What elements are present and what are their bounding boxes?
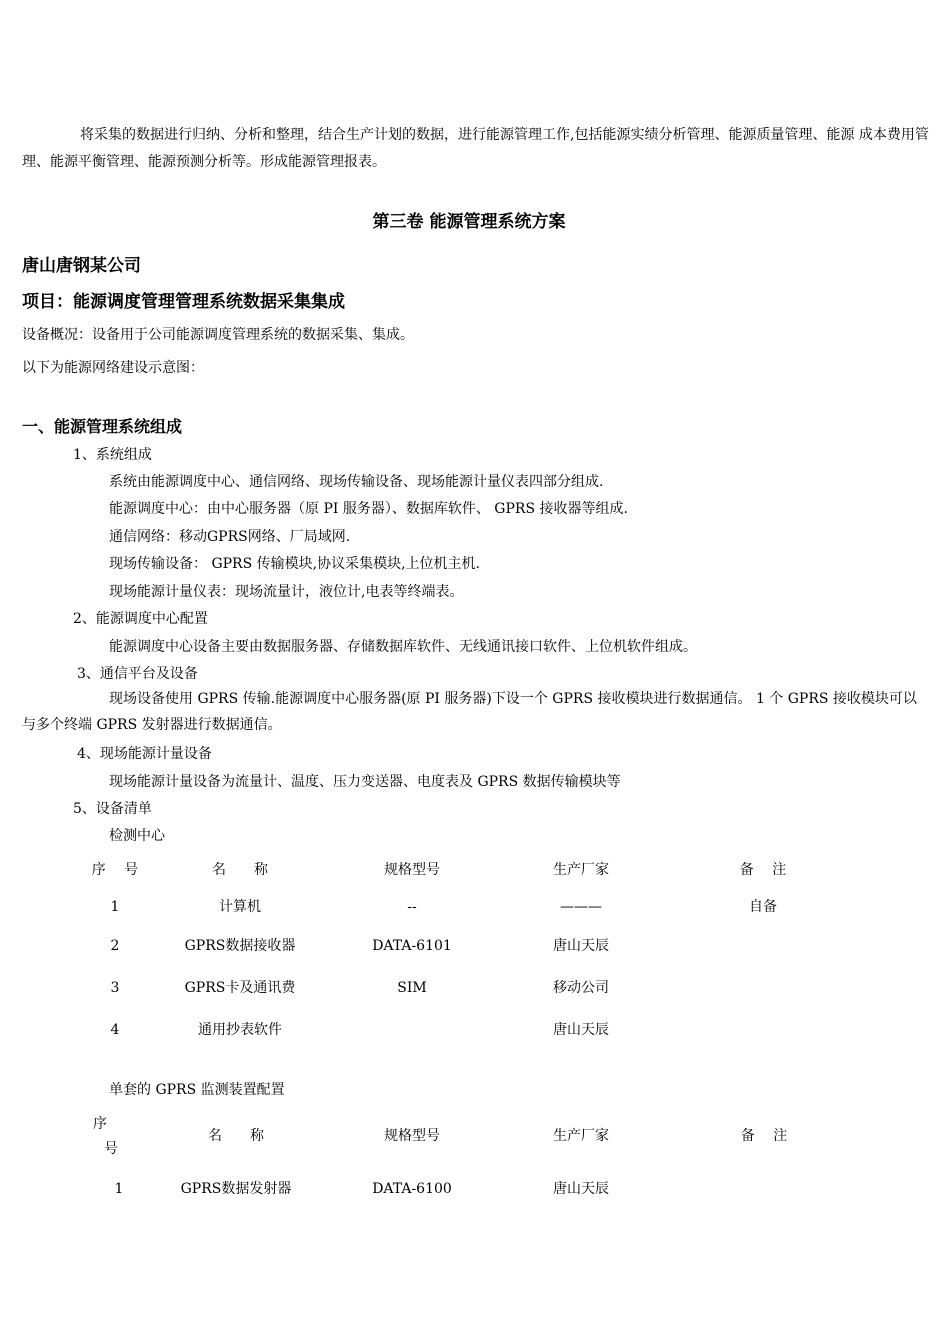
equipment-overview: 设备概况：设备用于公司能源调度管理系统的数据采集、集成。 bbox=[22, 327, 414, 343]
table-row: GPRS数据发射器 bbox=[180, 1181, 292, 1197]
table1-caption: 检测中心 bbox=[109, 828, 165, 844]
volume-title: 第三卷 能源管理系统方案 bbox=[372, 212, 566, 232]
table-header-cell: 规格型号 bbox=[384, 862, 440, 878]
sub1-heading: 1、系统组成 bbox=[73, 447, 152, 463]
table-header-cell: 生产厂家 bbox=[553, 862, 609, 878]
sub3-heading: 3、通信平台及设备 bbox=[77, 666, 198, 682]
table-row: 通用抄表软件 bbox=[198, 1022, 282, 1038]
sub4-line: 现场能源计量设备为流量计、温度、压力变送器、电度表及 GPRS 数据传输模块等 bbox=[109, 774, 621, 790]
table-row: SIM bbox=[397, 980, 427, 996]
table-row: 3 bbox=[110, 980, 120, 996]
table-row: 2 bbox=[110, 938, 120, 954]
sub1-line: 现场能源计量仪表：现场流量计，液位计,电表等终端表。 bbox=[109, 584, 464, 600]
table-row: 唐山天辰 bbox=[553, 1181, 609, 1197]
table-row: 计算机 bbox=[219, 899, 261, 915]
table-row: 唐山天辰 bbox=[553, 938, 609, 954]
table-header-cell: 生产厂家 bbox=[553, 1128, 609, 1144]
section1-title: 一、能源管理系统组成 bbox=[22, 417, 183, 436]
table-header-cell: 名 称 bbox=[212, 862, 268, 878]
table-row: 1 bbox=[114, 1181, 124, 1197]
table-header-cell: 序 bbox=[93, 1116, 107, 1132]
table-row: 4 bbox=[110, 1022, 120, 1038]
table-row: -- bbox=[407, 899, 417, 915]
table-row: GPRS数据接收器 bbox=[184, 938, 296, 954]
sub2-heading: 2、能源调度中心配置 bbox=[73, 611, 208, 627]
table-row: 1 bbox=[110, 899, 120, 915]
sub4-heading: 4、现场能源计量设备 bbox=[77, 746, 212, 762]
table-header-cell: 备 注 bbox=[739, 862, 787, 878]
table-row: 移动公司 bbox=[553, 980, 609, 996]
table2-caption: 单套的 GPRS 监测装置配置 bbox=[109, 1082, 285, 1098]
sub1-line: 现场传输设备： GPRS 传输模块,协议采集模块,上位机主机. bbox=[109, 556, 480, 572]
table-row: 唐山天辰 bbox=[553, 1022, 609, 1038]
table-header-cell: 名 称 bbox=[208, 1128, 264, 1144]
sub1-line: 能源调度中心：由中心服务器（原 PI 服务器）、数据库软件、 GPRS 接收器等组成. bbox=[109, 501, 628, 517]
sub2-line: 能源调度中心设备主要由数据服务器、存储数据库软件、无线通讯接口软件、上位机软件组成。 bbox=[109, 639, 697, 655]
diagram-intro: 以下为能源网络建设示意图： bbox=[22, 360, 204, 376]
intro-paragraph: 将采集的数据进行归纳、分析和整理，结合生产计划的数据，进行能源管理工作,包括能源实绩分析管理、能源质量管理、能源 成本费用管理、能源平衡管理、能源预测分析等。形成能源管理报表。 bbox=[22, 127, 929, 170]
company-name: 唐山唐钢某公司 bbox=[22, 256, 141, 276]
sub3-paragraph: 现场设备使用 GPRS 传输.能源调度中心服务器(原 PI 服务器)下设一个 GPRS 接收模块进行数据通信。 1 个 GPRS 接收模块可以与多个终端 GPRS 发射器进行数据通信。 bbox=[22, 691, 917, 733]
table-header-cell: 备 注 bbox=[740, 1128, 788, 1144]
table-header-cell: 序 号 bbox=[91, 862, 139, 878]
table-row: DATA-6100 bbox=[372, 1181, 452, 1197]
table-header-cell: 号 bbox=[104, 1141, 118, 1157]
project-title: 项目：能源调度管理管理系统数据采集集成 bbox=[22, 292, 345, 312]
sub5-heading: 5、设备清单 bbox=[73, 801, 152, 817]
table-row: 自备 bbox=[749, 899, 777, 915]
sub1-line: 通信网络：移动GPRS网络、厂局域网. bbox=[109, 529, 351, 545]
table-header-cell: 规格型号 bbox=[384, 1128, 440, 1144]
table-row: GPRS卡及通讯费 bbox=[184, 980, 296, 996]
table-row: DATA-6101 bbox=[372, 938, 452, 954]
table-row: ——— bbox=[560, 899, 602, 915]
sub1-line: 系统由能源调度中心、通信网络、现场传输设备、现场能源计量仪表四部分组成. bbox=[109, 474, 604, 490]
